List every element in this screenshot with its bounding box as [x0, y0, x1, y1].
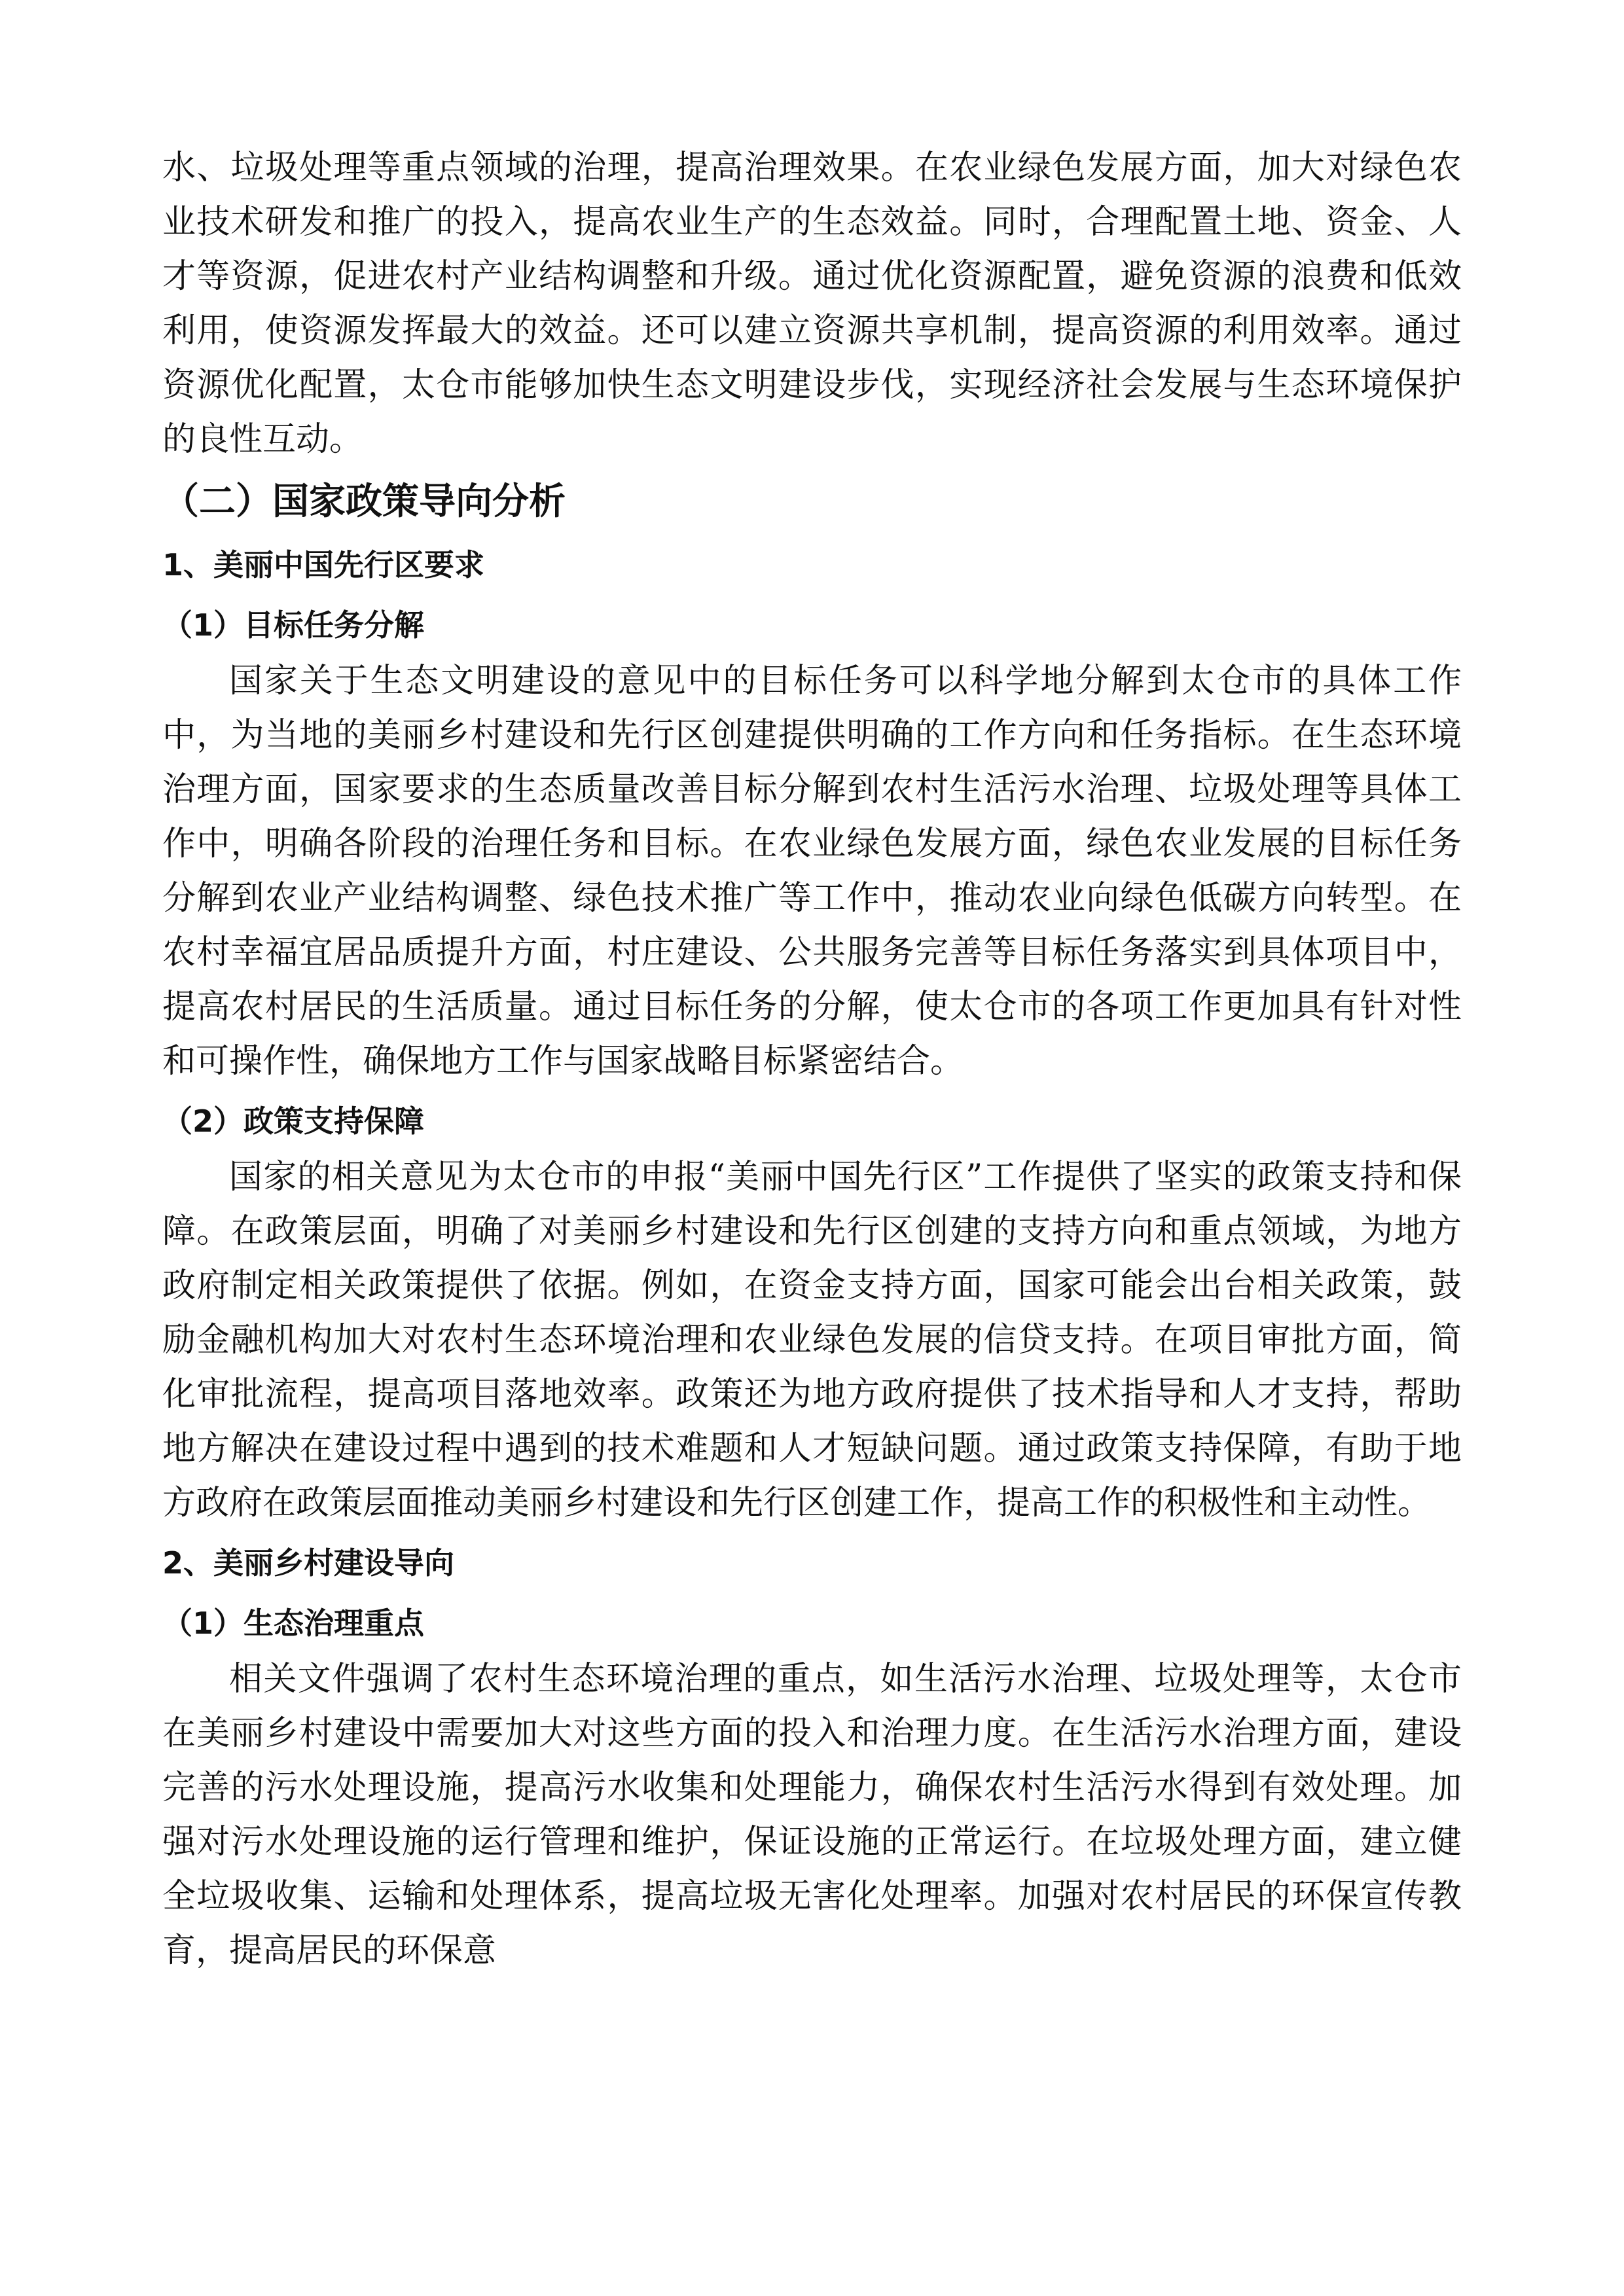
document-page — [162, 141, 1462, 1982]
item-heading-1-2: （2）政策支持保障 — [162, 1103, 425, 1139]
body-paragraph-1-1: 国家关于生态文明建设的意见中的目标任务可以科学地分解到太仓市的具体工作中，为当地的美丽乡村建设和先行区创建提供明确的工作方向和任务指标。在生态环境治理方面，国家要求的生态质量改善目标分解到农村生活污水治理、垃圾处理等具体工作中，明确各阶段的治理任务和目标。在农业绿色发展方面，绿色农业发展的目标任务分解到农业产业结构调整、绿色技术推广等工作中，推动农业向绿色低碳方向转型。在农村幸福宜居品质提升方面，村庄建设、公共服务完善等目标任务落实到具体项目中，提高农村居民的生活质量。通过目标任务的分解，使太仓市的各项工作更加具有针对性和可操作性，确保地方工作与国家战略目标紧密结合。 — [162, 662, 1462, 1081]
item-heading-1-1: （1）目标任务分解 — [162, 607, 425, 643]
subsection-heading-1: 1、美丽中国先行区要求 — [162, 547, 485, 583]
body-paragraph-1-2: 国家的相关意见为太仓市的申报“美丽中国先行区”工作提供了坚实的政策支持和保障。在政策层面，明确了对美丽乡村建设和先行区创建的支持方向和重点领域，为地方政府制定相关政策提供了依据。例如，在资金支持方面，国家可能会出台相关政策，鼓励金融机构加大对农村生态环境治理和农业绿色发展的信贷支持。在项目审批方面，简化审批流程，提高项目落地效率。政策还为地方政府提供了技术指导和人才支持，帮助地方解决在建设过程中遇到的技术难题和人才短缺问题。通过政策支持保障，有助于地方政府在政策层面推动美丽乡村建设和先行区创建工作，提高工作的积极性和主动性。 — [162, 1158, 1462, 1522]
body-paragraph-intro: 水、垃圾处理等重点领域的治理，提高治理效果。在农业绿色发展方面，加大对绿色农业技术研发和推广的投入，提高农业生产的生态效益。同时，合理配置土地、资金、人才等资源，促进农村产业结构调整和升级。通过优化资源配置，避免资源的浪费和低效利用，使资源发挥最大的效益。还可以建立资源共享机制，提高资源的利用效率。通过资源优化配置，太仓市能够加快生态文明建设步伐，实现经济社会发展与生态环境保护的良性互动。 — [162, 149, 1462, 459]
subsection-heading-2: 2、美丽乡村建设导向 — [162, 1545, 455, 1581]
item-heading-2-1: （1）生态治理重点 — [162, 1605, 425, 1641]
body-paragraph-2-1: 相关文件强调了农村生态环境治理的重点，如生活污水治理、垃圾处理等，太仓市在美丽乡村建设中需要加大对这些方面的投入和治理力度。在生活污水治理方面，建设完善的污水处理设施，提高污水收集和处理能力，确保农村生活污水得到有效处理。加强对污水处理设施的运行管理和维护，保证设施的正常运行。在垃圾处理方面，建立健全垃圾收集、运输和处理体系，提高垃圾无害化处理率。加强对农村居民的环保宣传教育，提高居民的环保意 — [162, 1660, 1462, 1970]
section-heading: （二）国家政策导向分析 — [162, 480, 566, 523]
